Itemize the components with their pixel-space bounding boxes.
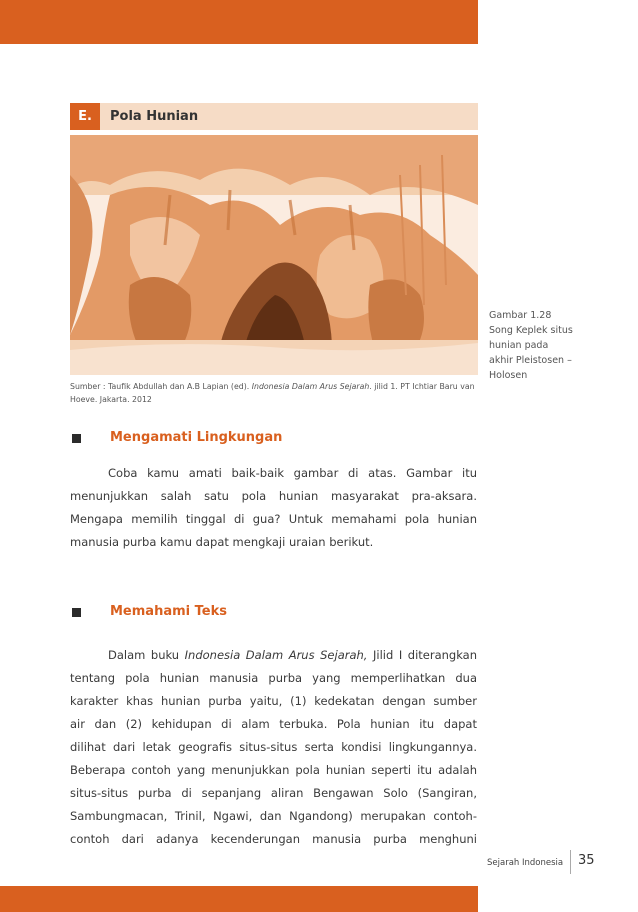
line-text: Dalam buku (108, 648, 185, 662)
caption-line: Song Keplek situs (489, 325, 573, 336)
paragraph-text (70, 644, 477, 851)
square-bullet-icon (72, 434, 81, 443)
paragraph-line: contoh dari adanya kecenderungan manusia purba menghuni (70, 832, 477, 846)
paragraph-line: manusia purba kamu dapat mengkaji uraian berikut. (70, 535, 374, 549)
figure-source (70, 380, 480, 406)
figure-caption (489, 308, 594, 383)
subheading-title: Mengamati Lingkungan (110, 430, 283, 445)
paragraph-line (70, 644, 477, 667)
section-title: Pola Hunian (110, 109, 199, 124)
section-letter: E. (70, 103, 100, 130)
cave-photo (70, 135, 478, 375)
paragraph-line: situs-situs purba di sepanjang aliran Bengawan Solo (Sangiran, (70, 786, 477, 800)
paragraph-line: tentang pola hunian manusia purba yang memperlihatkan dua (70, 671, 477, 685)
cave-photo-illustration (70, 135, 478, 375)
paragraph-line: menunjukkan salah satu pola hunian masyarakat pra-aksara. (70, 489, 477, 503)
paragraph-line: air dan (2) kehidupan di alam terbuka. Pola hunian itu dapat (70, 717, 477, 731)
footer-book-title: Sejarah Indonesia (487, 858, 564, 868)
subheading-title: Memahami Teks (110, 604, 227, 619)
bottom-color-band (0, 886, 478, 912)
caption-line: hunian pada (489, 340, 549, 351)
source-book-title: Indonesia Dalam Arus Sejarah (251, 382, 370, 391)
line-text: Jilid I diterangkan (367, 648, 478, 662)
source-suffix: . jilid 1. PT Ichtiar Baru van Hoeve. Jakarta. 2012 (70, 382, 475, 404)
top-color-band (0, 0, 478, 44)
paragraph-line: dilihat dari letak geografis situs-situs serta kondisi lingkungannya. (70, 740, 477, 754)
caption-line: akhir Pleistosen – (489, 355, 572, 366)
caption-line: Holosen (489, 370, 528, 381)
book-title-italic: Indonesia Dalam Arus Sejarah, (184, 648, 368, 662)
caption-line: Gambar 1.28 (489, 310, 552, 321)
paragraph-line: Beberapa contoh yang menunjukkan pola hunian seperti itu adalah (70, 763, 477, 777)
page-number: 35 (578, 853, 595, 868)
source-prefix: Sumber : Taufik Abdullah dan A.B Lapian (ed). (70, 382, 252, 391)
square-bullet-icon (72, 608, 81, 617)
paragraph-line: karakter khas hunian purba yaitu, (1) kedekatan dengan sumber (70, 694, 477, 708)
paragraph-line: Sambungmacan, Trinil, Ngawi, dan Ngandong) merupakan contoh- (70, 809, 477, 823)
footer-divider (570, 850, 571, 874)
section-header (70, 103, 478, 130)
paragraph-observe (70, 462, 477, 554)
paragraph-line: Coba kamu amati baik-baik gambar di atas. Gambar itu (108, 466, 477, 480)
paragraph-line: Mengapa memilih tinggal di gua? Untuk memahami pola hunian (70, 512, 477, 526)
